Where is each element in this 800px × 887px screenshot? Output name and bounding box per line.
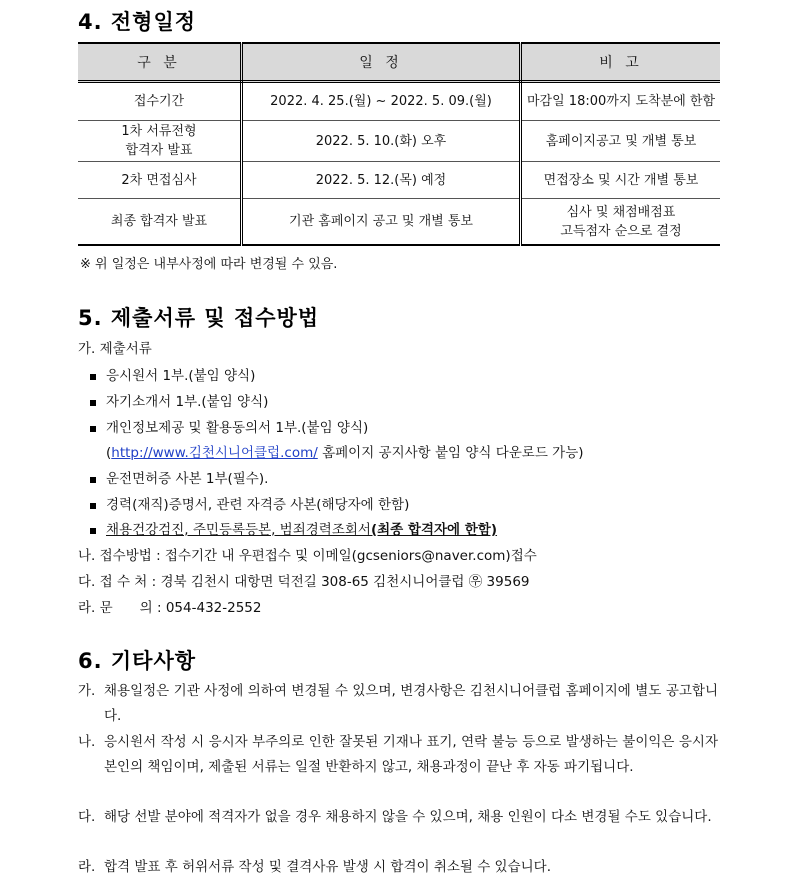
misc-item-text: 해당 선발 분야에 적격자가 없을 경우 채용하지 않을 수 있으며, 채용 인원이 다소 변경될 수도 있습니다. [104, 809, 712, 825]
misc-item [78, 805, 718, 830]
row-remarks [521, 162, 721, 199]
bullet-icon [90, 503, 96, 509]
header-category: 구 분 [78, 43, 242, 82]
download-note [106, 441, 584, 461]
schedule-header-row [78, 43, 720, 82]
cell-text: 2022. 4. 25.(월) ~ 2022. 5. 09.(월) [270, 94, 492, 109]
bullet-icon [90, 477, 96, 483]
bullet-icon [90, 374, 96, 380]
cell-text: 2차 면접심사 [121, 172, 197, 188]
misc-item-text: 응시원서 작성 시 응시자 부주의로 인한 잘못된 기재나 표기, 연락 불능 등으로 발생하는 불이익은 응시자 본인의 책임이며, 제출된 서류는 일절 반환하지 않고, 채용과정이 끝난 후 자동 파기됩니다. [104, 734, 718, 775]
cell-text: 접수기간 [133, 94, 185, 109]
schedule-row [78, 82, 720, 121]
section-4-title: 4. 전형일정 [78, 10, 197, 34]
doc-item-final [106, 518, 497, 538]
header-schedule: 일 정 [242, 43, 521, 82]
header-remarks: 비 고 [521, 43, 721, 82]
submission-method: 나. 접수방법 : 접수기간 내 우편접수 및 이메일(gcseniors@naver.com)접수 [78, 548, 537, 564]
cell-text: 1차 서류전형 [121, 124, 197, 139]
bullet-icon [90, 528, 96, 534]
row-category [78, 121, 242, 162]
bullet-icon [90, 426, 96, 432]
homepage-link[interactable]: http://www.김천시니어클럽.com/ [111, 445, 318, 461]
cell-text: 2022. 5. 10.(화) 오후 [315, 133, 447, 149]
row-remarks [521, 199, 721, 246]
cell-text: 심사 및 채점배점표 [566, 204, 676, 220]
doc-item: 경력(재직)증명서, 관련 자격증 사본(해당자에 한함) [106, 497, 410, 513]
row-remarks [521, 121, 721, 162]
misc-item [78, 730, 718, 780]
cell-text: 기관 홈페이지 공고 및 개별 통보 [289, 214, 473, 229]
schedule-row [78, 121, 720, 162]
row-schedule [242, 199, 521, 246]
schedule-row [78, 199, 720, 246]
doc-item: 자기소개서 1부.(붙임 양식) [106, 394, 269, 410]
submission-address: 다. 접 수 처 : 경북 김천시 대항면 덕전길 308-65 김천시니어클럽 ㉾ 39569 [78, 574, 530, 590]
cell-text: 2022. 5. 12.(목) 예정 [315, 172, 447, 188]
doc-item: 운전면허증 사본 1부(필수). [106, 471, 269, 487]
schedule-note: ※ 위 일정은 내부사정에 따라 변경될 수 있음. [80, 257, 338, 272]
cell-text: 마감일 18:00까지 도착분에 한함 [527, 94, 715, 109]
cell-text: 합격자 발표 [125, 143, 193, 158]
docs-heading: 가. 제출서류 [78, 341, 152, 357]
final-docs-note: (최종 합격자에 한함) [370, 522, 498, 538]
contact-info: 라. 문 의 : 054-432-2552 [78, 600, 262, 616]
section-6-title: 6. 기타사항 [78, 649, 197, 673]
row-schedule [242, 82, 521, 121]
schedule-table [78, 42, 720, 246]
cell-text: 면접장소 및 시간 개별 통보 [543, 172, 699, 188]
cell-text: 최종 합격자 발표 [110, 214, 208, 229]
row-category [78, 82, 242, 121]
misc-item [78, 679, 718, 729]
misc-item-marker: 다. [78, 809, 96, 825]
section-5-title: 5. 제출서류 및 접수방법 [78, 306, 320, 330]
misc-item-marker: 나. [78, 734, 96, 750]
row-category [78, 162, 242, 199]
schedule-row [78, 162, 720, 199]
misc-item-text: 합격 발표 후 허위서류 작성 및 결격사유 발생 시 합격이 취소될 수 있습니다. [104, 859, 552, 875]
row-schedule [242, 121, 521, 162]
misc-item-marker: 라. [78, 859, 96, 875]
misc-item [78, 855, 718, 880]
paren-open: ( [106, 445, 112, 461]
row-category [78, 199, 242, 246]
doc-item: 개인정보제공 및 활용동의서 1부.(붙임 양식) [106, 420, 369, 436]
final-docs-text: 채용건강검진, 주민등록등본, 범죄경력조회서 [106, 522, 371, 538]
row-schedule [242, 162, 521, 199]
cell-text: 고득점자 순으로 결정 [560, 223, 682, 239]
row-remarks [521, 82, 721, 121]
download-note-text: 홈페이지 공지사항 붙임 양식 다운로드 가능) [317, 445, 584, 461]
cell-text: 홈페이지공고 및 개별 통보 [545, 133, 697, 149]
misc-item-text: 채용일정은 기관 사정에 의하여 변경될 수 있으며, 변경사항은 김천시니어클럽 홈페이지에 별도 공고합니다. [104, 683, 718, 724]
doc-item: 응시원서 1부.(붙임 양식) [106, 368, 256, 384]
misc-item-marker: 가. [78, 683, 96, 699]
bullet-icon [90, 400, 96, 406]
